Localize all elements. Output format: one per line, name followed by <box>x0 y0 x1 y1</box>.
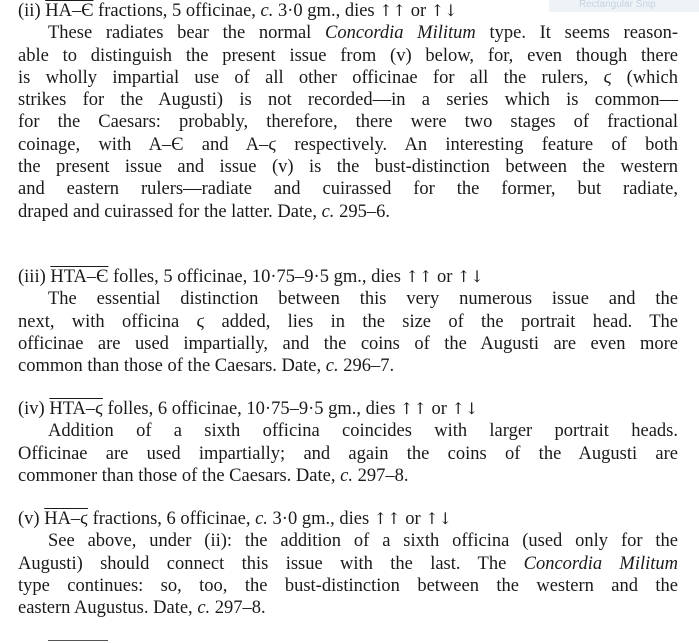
entry-heading <box>18 398 678 420</box>
mint-mark: HA–Є <box>45 1 94 21</box>
die-axis-up-down-icon: ↑↓ <box>451 399 479 418</box>
die-axis-up-down-icon: ↑↓ <box>430 1 458 20</box>
entry-body <box>18 530 678 619</box>
body-line: is wholly impartial use of all other officinae for all the rulers, ϛ (which <box>18 67 678 88</box>
entry-body <box>18 420 678 487</box>
body-line: commoner than those of the Caesars. Date, c. 297–8. <box>18 465 409 486</box>
die-axis-up-up-icon: ↑↑ <box>400 399 427 418</box>
entry-heading <box>18 508 678 530</box>
mint-mark: HA–ϛ <box>44 509 88 529</box>
body-line: draped and cuirassed for the latter. Date, c. 295–6. <box>18 201 390 222</box>
entry-heading <box>18 266 678 288</box>
denomination: folles, 5 officinae, 10·75–9·5 gm., dies <box>113 267 401 287</box>
body-line: officinae are used impartially, and the coins of the Augusti are even more <box>18 333 678 354</box>
body-line: Officinae are used impartially; and again the coins of the Augusti are <box>18 443 678 464</box>
entry-heading <box>18 0 678 22</box>
die-axis-up-up-icon: ↑↑ <box>373 509 401 528</box>
or-label: or <box>405 509 421 529</box>
body-line: able to distinguish the present issue from (v) below, for, even though there <box>18 45 678 66</box>
mint-mark: HTA–Є <box>50 267 109 287</box>
body-line: eastern Augustus. Date, c. 297–8. <box>18 598 266 619</box>
denomination: fractions, 6 officinae, <box>92 509 251 529</box>
body-line: The essential distinction between this very numerous issue and the <box>48 289 678 310</box>
body-line: next, with officina ϛ added, lies in the size of the portrait head. The <box>18 311 678 332</box>
body-line: common than those of the Caesars. Date, c. 296–7. <box>18 356 395 377</box>
body-line: and eastern rulers—radiate and cuirassed for the former, but radiate, <box>18 179 678 200</box>
die-axis-up-up-icon: ↑↑ <box>405 267 433 286</box>
snip-watermark: Rectangular Snip <box>549 0 699 12</box>
or-label: or <box>431 399 447 419</box>
entry-number: (iv) <box>18 399 45 419</box>
die-axis-up-down-icon: ↑↓ <box>425 509 453 528</box>
circa-label: c. <box>260 1 274 21</box>
or-label: or <box>436 267 453 287</box>
weight: 3·0 gm., dies <box>272 509 370 529</box>
entry-body <box>18 288 678 377</box>
body-line: Augusti) should connect this issue with the last. The Concordia Militum <box>18 553 678 574</box>
entry-v <box>18 508 678 619</box>
or-label: or <box>410 1 427 21</box>
body-line: for the Caesars: probably, therefore, there were two stages of fractional <box>18 112 678 133</box>
entry-body <box>18 22 678 223</box>
body-line: Addition of a sixth officina coincides with larger portrait heads. <box>48 421 678 442</box>
body-line: coinage, with A–Є and A–ϛ respectively. An interesting feature of both <box>18 134 678 155</box>
entry-iv <box>18 398 678 487</box>
denomination: fractions, 5 officinae, <box>98 1 256 21</box>
denomination: folles, 6 officinae, 10·75–9·5 gm., dies <box>107 399 396 419</box>
die-axis-up-down-icon: ↑↓ <box>457 267 484 286</box>
entry-ii <box>18 0 678 223</box>
entry-iii <box>18 266 678 377</box>
entry-number: (iii) <box>18 267 46 287</box>
entry-number: (v) <box>18 509 40 529</box>
entry-number: (ii) <box>18 1 41 21</box>
page-rule <box>48 640 108 641</box>
body-line: type continues: so, too, the bust-distinction between the western and the <box>18 575 678 596</box>
body-line: See above, under (ii): the addition of a sixth officina (used only for the <box>48 531 678 552</box>
body-line: the present issue and issue (v) is the bust-distinction between the western <box>18 157 678 178</box>
weight: 3·0 gm., dies <box>278 1 375 21</box>
body-line: These radiates bear the normal Concordia Militum type. It seems reason- <box>48 23 678 44</box>
mint-mark: HTA–ϛ <box>49 399 103 419</box>
die-axis-up-up-icon: ↑↑ <box>379 1 407 20</box>
body-line: strikes for the Augusti) is not recorded—in a series which is common— <box>18 90 678 111</box>
circa-label: c. <box>255 509 268 529</box>
